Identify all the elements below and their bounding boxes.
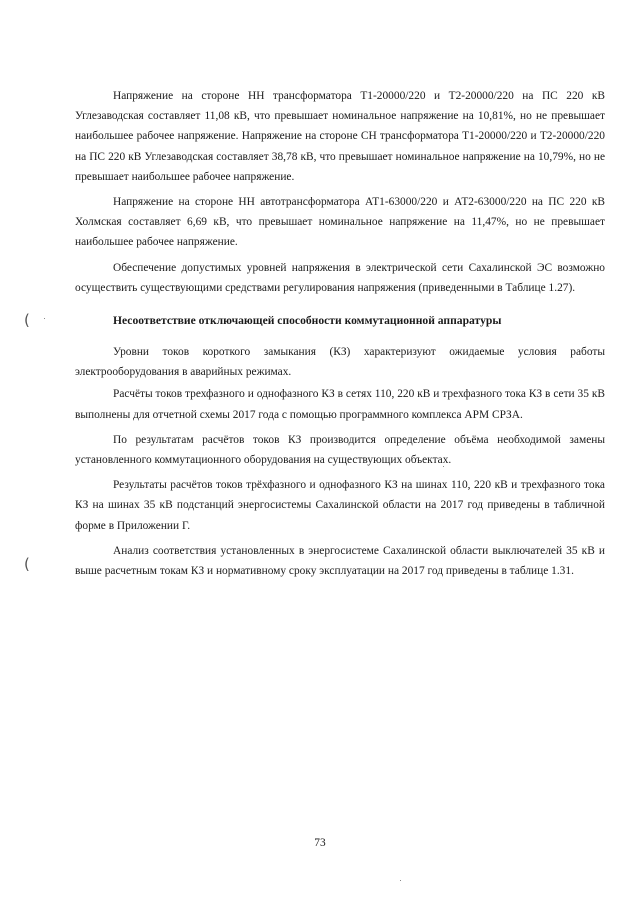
- paragraph: Уровни токов короткого замыкания (КЗ) характеризуют ожидаемые условия работы электрооборудования в аварийных режимах.: [75, 346, 605, 379]
- scan-speck: [400, 880, 401, 881]
- paragraph: По результатам расчётов токов КЗ производится определение объёма необходимой замены установленного коммутационного оборудования на существующих объектах.: [75, 433, 605, 467]
- page-number: 73: [314, 837, 326, 849]
- paragraph: Напряжение на стороне НН трансформатора Т1-20000/220 и Т2-20000/220 на ПС 220 кВ Углезаводская составляет 11,08 кВ, что превышает номинальное напряжение на 10,81%, но не превышает наибольшее рабочее напряжение. Напряжение на стороне СН трансформатора Т1-20000/220 и Т2-20000/220 на ПС 220 кВ Углезаводская составляет 38,78 кВ, что превышает номинальное напряжение на 10,79%, но не превышает наибольшее рабочее напряжение.: [75, 90, 605, 183]
- document-body: [75, 86, 605, 581]
- paragraph: Расчёты токов трехфазного и однофазного КЗ в сетях 110, 220 кВ и трехфазного тока КЗ в сети 35 кВ выполнены для отчетной схемы 2017 года с помощью программного комплекса АРМ СРЗА.: [75, 388, 605, 421]
- scan-artifact-bracket: (: [24, 555, 30, 573]
- paragraph: Результаты расчётов токов трёхфазного и однофазного КЗ на шинах 110, 220 кВ и трехфазного тока КЗ на шинах 35 кВ подстанций энергосистемы Сахалинской области на 2017 год приведены в табличной форме в Приложении Г.: [75, 479, 605, 532]
- paragraph: Анализ соответствия установленных в энергосистеме Сахалинской области выключателей 35 кВ и выше расчетным токам КЗ и нормативному сроку эксплуатации на 2017 год приведены в таблице 1.31.: [75, 544, 605, 578]
- scan-artifact-bracket: (: [24, 311, 30, 329]
- paragraph: Обеспечение допустимых уровней напряжения в электрической сети Сахалинской ЭС возможно осуществить существующими средствами регулирования напряжения (приведенными в Таблице 1.27).: [75, 261, 605, 294]
- section-heading: Несоответствие отключающей способности коммутационной аппаратуры: [113, 314, 502, 328]
- paragraph: Напряжение на стороне НН автотрансформатора АТ1-63000/220 и АТ2-63000/220 на ПС 220 кВ Холмская составляет 6,69 кВ, что превышает номинальное напряжение на 11,47%, но не превышает наибольшее рабочее напряжение.: [75, 196, 605, 249]
- scan-speck: [44, 318, 45, 319]
